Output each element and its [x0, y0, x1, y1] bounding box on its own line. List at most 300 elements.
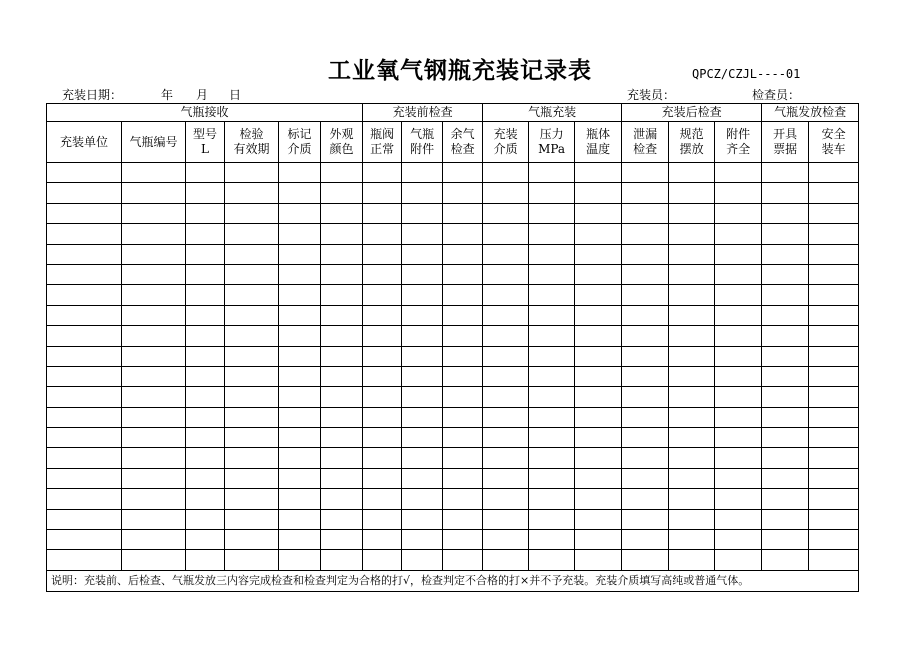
entry-cell[interactable]: [402, 224, 443, 244]
entry-cell[interactable]: [529, 305, 575, 325]
entry-cell[interactable]: [622, 428, 669, 448]
entry-cell[interactable]: [402, 530, 443, 550]
entry-cell[interactable]: [225, 550, 279, 570]
entry-cell[interactable]: [575, 387, 622, 407]
entry-cell[interactable]: [186, 264, 225, 284]
entry-cell[interactable]: [279, 183, 321, 203]
entry-cell[interactable]: [402, 468, 443, 488]
entry-cell[interactable]: [762, 530, 809, 550]
entry-cell[interactable]: [483, 468, 529, 488]
entry-cell[interactable]: [669, 468, 715, 488]
entry-cell[interactable]: [186, 224, 225, 244]
entry-cell[interactable]: [622, 489, 669, 509]
entry-cell[interactable]: [279, 224, 321, 244]
entry-cell[interactable]: [122, 366, 186, 386]
entry-cell[interactable]: [669, 509, 715, 529]
entry-cell[interactable]: [47, 285, 122, 305]
entry-cell[interactable]: [402, 203, 443, 223]
entry-cell[interactable]: [122, 448, 186, 468]
entry-cell[interactable]: [669, 264, 715, 284]
entry-cell[interactable]: [622, 224, 669, 244]
entry-cell[interactable]: [225, 264, 279, 284]
entry-cell[interactable]: [715, 224, 762, 244]
entry-cell[interactable]: [321, 285, 363, 305]
entry-cell[interactable]: [669, 489, 715, 509]
entry-cell[interactable]: [321, 264, 363, 284]
entry-cell[interactable]: [529, 163, 575, 183]
entry-cell[interactable]: [529, 550, 575, 570]
entry-cell[interactable]: [225, 305, 279, 325]
entry-cell[interactable]: [715, 183, 762, 203]
entry-cell[interactable]: [443, 244, 483, 264]
entry-cell[interactable]: [715, 550, 762, 570]
entry-cell[interactable]: [669, 244, 715, 264]
entry-cell[interactable]: [715, 346, 762, 366]
entry-cell[interactable]: [363, 428, 402, 448]
entry-cell[interactable]: [669, 224, 715, 244]
entry-cell[interactable]: [809, 346, 859, 366]
entry-cell[interactable]: [225, 285, 279, 305]
entry-cell[interactable]: [443, 366, 483, 386]
entry-cell[interactable]: [483, 264, 529, 284]
entry-cell[interactable]: [715, 326, 762, 346]
entry-cell[interactable]: [321, 509, 363, 529]
entry-cell[interactable]: [402, 509, 443, 529]
entry-cell[interactable]: [809, 509, 859, 529]
entry-cell[interactable]: [122, 387, 186, 407]
entry-cell[interactable]: [321, 305, 363, 325]
entry-cell[interactable]: [669, 550, 715, 570]
entry-cell[interactable]: [122, 489, 186, 509]
entry-cell[interactable]: [529, 244, 575, 264]
entry-cell[interactable]: [122, 326, 186, 346]
entry-cell[interactable]: [225, 407, 279, 427]
entry-cell[interactable]: [483, 183, 529, 203]
entry-cell[interactable]: [186, 203, 225, 223]
entry-cell[interactable]: [225, 489, 279, 509]
entry-cell[interactable]: [762, 244, 809, 264]
entry-cell[interactable]: [279, 489, 321, 509]
entry-cell[interactable]: [321, 346, 363, 366]
entry-cell[interactable]: [483, 366, 529, 386]
entry-cell[interactable]: [575, 407, 622, 427]
entry-cell[interactable]: [529, 264, 575, 284]
entry-cell[interactable]: [122, 509, 186, 529]
entry-cell[interactable]: [762, 407, 809, 427]
entry-cell[interactable]: [529, 468, 575, 488]
entry-cell[interactable]: [363, 448, 402, 468]
entry-cell[interactable]: [443, 530, 483, 550]
entry-cell[interactable]: [47, 224, 122, 244]
entry-cell[interactable]: [622, 285, 669, 305]
entry-cell[interactable]: [279, 468, 321, 488]
entry-cell[interactable]: [225, 428, 279, 448]
entry-cell[interactable]: [321, 203, 363, 223]
entry-cell[interactable]: [321, 224, 363, 244]
entry-cell[interactable]: [483, 448, 529, 468]
entry-cell[interactable]: [363, 203, 402, 223]
entry-cell[interactable]: [622, 244, 669, 264]
entry-cell[interactable]: [186, 468, 225, 488]
entry-cell[interactable]: [443, 387, 483, 407]
entry-cell[interactable]: [483, 244, 529, 264]
entry-cell[interactable]: [321, 428, 363, 448]
entry-cell[interactable]: [402, 366, 443, 386]
entry-cell[interactable]: [225, 530, 279, 550]
entry-cell[interactable]: [402, 387, 443, 407]
entry-cell[interactable]: [669, 326, 715, 346]
entry-cell[interactable]: [529, 407, 575, 427]
entry-cell[interactable]: [363, 407, 402, 427]
entry-cell[interactable]: [809, 387, 859, 407]
entry-cell[interactable]: [321, 326, 363, 346]
entry-cell[interactable]: [715, 305, 762, 325]
entry-cell[interactable]: [575, 509, 622, 529]
entry-cell[interactable]: [363, 509, 402, 529]
entry-cell[interactable]: [47, 550, 122, 570]
entry-cell[interactable]: [762, 428, 809, 448]
entry-cell[interactable]: [47, 366, 122, 386]
entry-cell[interactable]: [363, 346, 402, 366]
entry-cell[interactable]: [279, 550, 321, 570]
entry-cell[interactable]: [529, 448, 575, 468]
entry-cell[interactable]: [321, 530, 363, 550]
entry-cell[interactable]: [402, 163, 443, 183]
entry-cell[interactable]: [225, 509, 279, 529]
entry-cell[interactable]: [47, 264, 122, 284]
entry-cell[interactable]: [47, 509, 122, 529]
entry-cell[interactable]: [715, 448, 762, 468]
entry-cell[interactable]: [669, 366, 715, 386]
entry-cell[interactable]: [809, 468, 859, 488]
entry-cell[interactable]: [762, 203, 809, 223]
entry-cell[interactable]: [186, 305, 225, 325]
entry-cell[interactable]: [669, 530, 715, 550]
entry-cell[interactable]: [225, 163, 279, 183]
entry-cell[interactable]: [443, 285, 483, 305]
entry-cell[interactable]: [47, 428, 122, 448]
entry-cell[interactable]: [762, 163, 809, 183]
entry-cell[interactable]: [443, 509, 483, 529]
entry-cell[interactable]: [402, 448, 443, 468]
entry-cell[interactable]: [47, 305, 122, 325]
entry-cell[interactable]: [279, 509, 321, 529]
entry-cell[interactable]: [443, 163, 483, 183]
entry-cell[interactable]: [363, 326, 402, 346]
entry-cell[interactable]: [809, 407, 859, 427]
entry-cell[interactable]: [186, 163, 225, 183]
entry-cell[interactable]: [575, 489, 622, 509]
entry-cell[interactable]: [186, 448, 225, 468]
entry-cell[interactable]: [402, 285, 443, 305]
entry-cell[interactable]: [225, 346, 279, 366]
entry-cell[interactable]: [186, 550, 225, 570]
entry-cell[interactable]: [443, 183, 483, 203]
entry-cell[interactable]: [575, 285, 622, 305]
entry-cell[interactable]: [809, 530, 859, 550]
entry-cell[interactable]: [122, 285, 186, 305]
entry-cell[interactable]: [279, 244, 321, 264]
entry-cell[interactable]: [715, 366, 762, 386]
entry-cell[interactable]: [669, 163, 715, 183]
entry-cell[interactable]: [321, 468, 363, 488]
entry-cell[interactable]: [279, 366, 321, 386]
entry-cell[interactable]: [122, 264, 186, 284]
entry-cell[interactable]: [47, 346, 122, 366]
entry-cell[interactable]: [809, 366, 859, 386]
entry-cell[interactable]: [715, 244, 762, 264]
entry-cell[interactable]: [225, 224, 279, 244]
entry-cell[interactable]: [669, 346, 715, 366]
entry-cell[interactable]: [809, 326, 859, 346]
entry-cell[interactable]: [575, 448, 622, 468]
entry-cell[interactable]: [622, 448, 669, 468]
entry-cell[interactable]: [715, 407, 762, 427]
entry-cell[interactable]: [186, 244, 225, 264]
entry-cell[interactable]: [47, 326, 122, 346]
entry-cell[interactable]: [762, 305, 809, 325]
entry-cell[interactable]: [715, 530, 762, 550]
entry-cell[interactable]: [529, 428, 575, 448]
entry-cell[interactable]: [809, 203, 859, 223]
entry-cell[interactable]: [321, 448, 363, 468]
entry-cell[interactable]: [575, 468, 622, 488]
entry-cell[interactable]: [809, 305, 859, 325]
entry-cell[interactable]: [225, 244, 279, 264]
entry-cell[interactable]: [715, 489, 762, 509]
entry-cell[interactable]: [122, 530, 186, 550]
entry-cell[interactable]: [483, 163, 529, 183]
entry-cell[interactable]: [483, 428, 529, 448]
entry-cell[interactable]: [279, 285, 321, 305]
entry-cell[interactable]: [483, 326, 529, 346]
entry-cell[interactable]: [122, 428, 186, 448]
entry-cell[interactable]: [122, 163, 186, 183]
entry-cell[interactable]: [575, 346, 622, 366]
entry-cell[interactable]: [186, 509, 225, 529]
entry-cell[interactable]: [443, 224, 483, 244]
entry-cell[interactable]: [225, 203, 279, 223]
entry-cell[interactable]: [321, 183, 363, 203]
entry-cell[interactable]: [122, 224, 186, 244]
entry-cell[interactable]: [622, 366, 669, 386]
entry-cell[interactable]: [122, 203, 186, 223]
entry-cell[interactable]: [622, 407, 669, 427]
entry-cell[interactable]: [529, 530, 575, 550]
entry-cell[interactable]: [575, 163, 622, 183]
entry-cell[interactable]: [363, 183, 402, 203]
entry-cell[interactable]: [47, 203, 122, 223]
entry-cell[interactable]: [529, 183, 575, 203]
entry-cell[interactable]: [363, 163, 402, 183]
entry-cell[interactable]: [279, 305, 321, 325]
entry-cell[interactable]: [529, 489, 575, 509]
entry-cell[interactable]: [402, 428, 443, 448]
entry-cell[interactable]: [122, 550, 186, 570]
entry-cell[interactable]: [809, 550, 859, 570]
entry-cell[interactable]: [483, 346, 529, 366]
entry-cell[interactable]: [443, 428, 483, 448]
entry-cell[interactable]: [575, 366, 622, 386]
entry-cell[interactable]: [622, 264, 669, 284]
entry-cell[interactable]: [575, 428, 622, 448]
entry-cell[interactable]: [122, 305, 186, 325]
entry-cell[interactable]: [529, 203, 575, 223]
entry-cell[interactable]: [402, 244, 443, 264]
entry-cell[interactable]: [529, 509, 575, 529]
entry-cell[interactable]: [715, 163, 762, 183]
entry-cell[interactable]: [809, 183, 859, 203]
entry-cell[interactable]: [575, 326, 622, 346]
entry-cell[interactable]: [279, 448, 321, 468]
entry-cell[interactable]: [402, 407, 443, 427]
entry-cell[interactable]: [575, 224, 622, 244]
entry-cell[interactable]: [483, 285, 529, 305]
entry-cell[interactable]: [715, 509, 762, 529]
entry-cell[interactable]: [186, 346, 225, 366]
entry-cell[interactable]: [622, 530, 669, 550]
entry-cell[interactable]: [363, 264, 402, 284]
entry-cell[interactable]: [669, 448, 715, 468]
entry-cell[interactable]: [321, 550, 363, 570]
entry-cell[interactable]: [483, 305, 529, 325]
entry-cell[interactable]: [47, 163, 122, 183]
entry-cell[interactable]: [186, 326, 225, 346]
entry-cell[interactable]: [622, 203, 669, 223]
entry-cell[interactable]: [47, 530, 122, 550]
entry-cell[interactable]: [363, 305, 402, 325]
entry-cell[interactable]: [715, 203, 762, 223]
entry-cell[interactable]: [122, 468, 186, 488]
entry-cell[interactable]: [622, 183, 669, 203]
entry-cell[interactable]: [186, 489, 225, 509]
entry-cell[interactable]: [669, 407, 715, 427]
entry-cell[interactable]: [622, 387, 669, 407]
entry-cell[interactable]: [669, 305, 715, 325]
entry-cell[interactable]: [762, 326, 809, 346]
entry-cell[interactable]: [47, 387, 122, 407]
entry-cell[interactable]: [762, 468, 809, 488]
entry-cell[interactable]: [575, 550, 622, 570]
entry-cell[interactable]: [669, 387, 715, 407]
entry-cell[interactable]: [715, 428, 762, 448]
entry-cell[interactable]: [279, 387, 321, 407]
entry-cell[interactable]: [483, 550, 529, 570]
entry-cell[interactable]: [715, 264, 762, 284]
entry-cell[interactable]: [279, 530, 321, 550]
entry-cell[interactable]: [443, 468, 483, 488]
entry-cell[interactable]: [715, 387, 762, 407]
entry-cell[interactable]: [575, 264, 622, 284]
entry-cell[interactable]: [47, 183, 122, 203]
entry-cell[interactable]: [669, 183, 715, 203]
entry-cell[interactable]: [762, 224, 809, 244]
entry-cell[interactable]: [762, 489, 809, 509]
entry-cell[interactable]: [402, 264, 443, 284]
entry-cell[interactable]: [622, 550, 669, 570]
entry-cell[interactable]: [669, 285, 715, 305]
entry-cell[interactable]: [321, 244, 363, 264]
entry-cell[interactable]: [363, 387, 402, 407]
entry-cell[interactable]: [809, 428, 859, 448]
entry-cell[interactable]: [402, 305, 443, 325]
entry-cell[interactable]: [575, 183, 622, 203]
entry-cell[interactable]: [762, 264, 809, 284]
entry-cell[interactable]: [321, 387, 363, 407]
entry-cell[interactable]: [762, 346, 809, 366]
entry-cell[interactable]: [443, 203, 483, 223]
entry-cell[interactable]: [47, 448, 122, 468]
entry-cell[interactable]: [809, 489, 859, 509]
entry-cell[interactable]: [225, 326, 279, 346]
entry-cell[interactable]: [279, 407, 321, 427]
entry-cell[interactable]: [483, 489, 529, 509]
entry-cell[interactable]: [715, 468, 762, 488]
entry-cell[interactable]: [225, 448, 279, 468]
entry-cell[interactable]: [443, 264, 483, 284]
entry-cell[interactable]: [47, 407, 122, 427]
entry-cell[interactable]: [122, 244, 186, 264]
entry-cell[interactable]: [443, 346, 483, 366]
entry-cell[interactable]: [529, 366, 575, 386]
entry-cell[interactable]: [321, 163, 363, 183]
entry-cell[interactable]: [363, 468, 402, 488]
entry-cell[interactable]: [186, 183, 225, 203]
entry-cell[interactable]: [122, 183, 186, 203]
entry-cell[interactable]: [47, 468, 122, 488]
entry-cell[interactable]: [225, 468, 279, 488]
entry-cell[interactable]: [762, 366, 809, 386]
entry-cell[interactable]: [279, 264, 321, 284]
entry-cell[interactable]: [443, 407, 483, 427]
entry-cell[interactable]: [186, 285, 225, 305]
entry-cell[interactable]: [443, 550, 483, 570]
entry-cell[interactable]: [402, 489, 443, 509]
entry-cell[interactable]: [529, 387, 575, 407]
entry-cell[interactable]: [279, 346, 321, 366]
entry-cell[interactable]: [443, 305, 483, 325]
entry-cell[interactable]: [443, 489, 483, 509]
entry-cell[interactable]: [321, 407, 363, 427]
entry-cell[interactable]: [483, 530, 529, 550]
entry-cell[interactable]: [443, 448, 483, 468]
entry-cell[interactable]: [186, 387, 225, 407]
entry-cell[interactable]: [762, 509, 809, 529]
entry-cell[interactable]: [575, 305, 622, 325]
entry-cell[interactable]: [402, 326, 443, 346]
entry-cell[interactable]: [622, 326, 669, 346]
entry-cell[interactable]: [122, 407, 186, 427]
entry-cell[interactable]: [186, 366, 225, 386]
entry-cell[interactable]: [622, 163, 669, 183]
entry-cell[interactable]: [809, 244, 859, 264]
entry-cell[interactable]: [762, 550, 809, 570]
entry-cell[interactable]: [622, 305, 669, 325]
entry-cell[interactable]: [321, 366, 363, 386]
entry-cell[interactable]: [186, 530, 225, 550]
entry-cell[interactable]: [363, 530, 402, 550]
entry-cell[interactable]: [279, 326, 321, 346]
entry-cell[interactable]: [529, 285, 575, 305]
entry-cell[interactable]: [363, 366, 402, 386]
entry-cell[interactable]: [809, 264, 859, 284]
entry-cell[interactable]: [279, 203, 321, 223]
entry-cell[interactable]: [483, 407, 529, 427]
entry-cell[interactable]: [669, 203, 715, 223]
entry-cell[interactable]: [762, 387, 809, 407]
entry-cell[interactable]: [186, 428, 225, 448]
entry-cell[interactable]: [279, 428, 321, 448]
